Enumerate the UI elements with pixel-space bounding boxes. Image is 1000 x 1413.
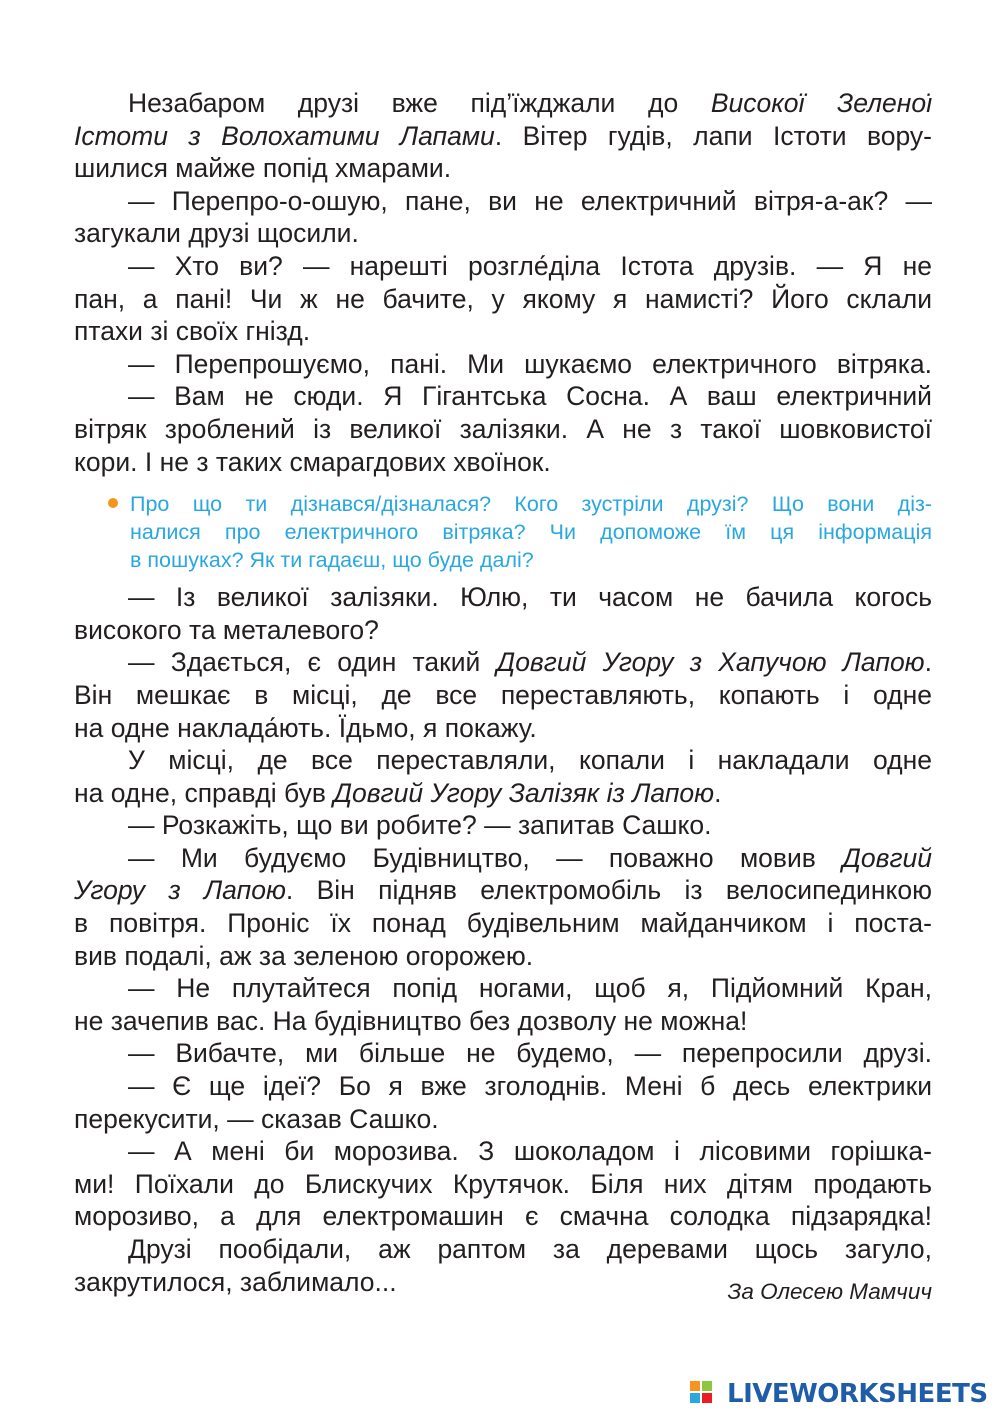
- italic-name: Довгий Угору з Хапучою Лапою: [496, 647, 925, 678]
- paragraph: [74, 185, 932, 250]
- text-line: — Хто ви? — нарешті розгле́діла Істота друзів. — Я не: [128, 250, 932, 281]
- text-line: — Перепрошуємо, пані. Ми шукаємо електричного вітряка.: [128, 348, 932, 379]
- text-line: на одне, справді був Довгий Угору Залізяк із Лапою.: [74, 777, 722, 808]
- paragraph: [74, 250, 932, 348]
- text-line: птахи зі своїх гнізд.: [74, 316, 311, 347]
- text-line: на одне наклада́ють. Їдьмо, я покажу.: [74, 712, 537, 743]
- paragraph: [74, 646, 932, 744]
- author-attribution: За Олесею Мамчич: [727, 1279, 932, 1304]
- text-line: ми! Поїхали до Блискучих Крутячок. Біля них дітям продають: [74, 1168, 932, 1199]
- text-line: морозиво, а для електромашин є смачна солодка підзарядка!: [74, 1201, 932, 1232]
- text-line: в повітря. Проніс їх понад будівельним майданчиком і поста-: [74, 908, 932, 939]
- paragraph: [74, 1070, 932, 1135]
- paragraph: [74, 1037, 932, 1070]
- paragraph: [74, 842, 932, 972]
- paragraph: [74, 581, 932, 646]
- italic-name: Угору з Лапою: [74, 875, 286, 906]
- text-line: — Розкажіть, що ви робите? — запитав Сашко.: [128, 810, 712, 841]
- text-line: — Вибачте, ми більше не будемо, — перепросили друзі.: [128, 1038, 932, 1069]
- paragraph: [74, 809, 932, 842]
- text-line: — Не плутайтеся попід ногами, щоб я, Підйомний Кран,: [128, 973, 932, 1004]
- text-line: пан, а пані! Чи ж не бачите, у якому я намисті? Його склали: [74, 283, 932, 314]
- liveworksheets-logo[interactable]: [690, 1380, 988, 1408]
- paragraph: [74, 972, 932, 1037]
- story-page: [74, 87, 932, 1298]
- text-line: перекусити, — сказав Сашко.: [74, 1103, 439, 1134]
- text-line: — А мені би морозива. З шоколадом і лісовими горішка-: [128, 1136, 932, 1167]
- italic-name: Високої Зеленої: [710, 88, 932, 118]
- text-line: — Вам не сюди. Я Гігантська Сосна. А ваш електричний: [128, 381, 932, 412]
- text-line: Угору з Лапою. Він підняв електромобіль із велосипединкою: [74, 875, 932, 906]
- text-line: — Перепро-о-ошую, пане, ви не електричний вітря-а-ак? —: [128, 185, 932, 216]
- liveworksheets-wordmark: LIVEWORKSHEETS: [727, 1379, 988, 1409]
- text-line: У місці, де все переставляли, копали і накладали одне: [128, 745, 932, 776]
- italic-name: Істоти з Волохатими Лапами: [74, 120, 495, 151]
- question-line: в пошуках? Як ти гадаєш, що буде далі?: [130, 548, 534, 573]
- text-line: кори. І не з таких смарагдових хвоїнок.: [74, 446, 551, 477]
- comprehension-question: [74, 490, 932, 574]
- text-line: не зачепив вас. На будівництво без дозволу не можна!: [74, 1005, 748, 1036]
- italic-name: Довгий: [842, 842, 932, 873]
- paragraph: [74, 348, 932, 381]
- liveworksheets-mark-icon: [690, 1381, 724, 1407]
- text-line: вив подалі, аж за зеленою огорожею.: [74, 940, 534, 971]
- text-line: високого та металевого?: [74, 614, 379, 645]
- text-line: — Ми будуємо Будівництво, — поважно мовив Довгий: [128, 842, 932, 873]
- text-line: вітряк зроблений із великої залізяки. А не з такої шовковистої: [74, 413, 932, 444]
- italic-name: Довгий Угору Залізяк із Лапою: [333, 777, 715, 808]
- text-line: Він мешкає в місці, де все переставляють, копають і одне: [74, 679, 932, 710]
- paragraph: [74, 1135, 932, 1233]
- text-line: — Здається, є один такий Довгий Угору з Хапучою Лапою.: [128, 647, 932, 678]
- text-line: закрутилося, заблимало...: [74, 1266, 397, 1297]
- paragraph: [74, 87, 932, 185]
- paragraph: [74, 380, 932, 478]
- text-line: Істоти з Волохатими Лапами. Вітер гудів, лапи Істоти вору-: [74, 120, 932, 151]
- bullet-dot-icon: [108, 498, 118, 508]
- question-line: Про що ти дізнався/дізналася? Кого зустріли друзі? Що вони діз-: [130, 492, 932, 517]
- question-line: налися про електричного вітряка? Чи допоможе їм ця інформація: [130, 520, 932, 545]
- text-line: — Є ще ідеї? Бо я вже зголоднів. Мені б десь електрики: [128, 1071, 932, 1102]
- text-line: шилися майже попід хмарами.: [74, 153, 452, 184]
- text-line: Незабаром друзі вже під’їжджали до Високої Зеленої: [128, 88, 932, 118]
- paragraph: [74, 744, 932, 809]
- text-line: загукали друзі щосили.: [74, 218, 359, 249]
- text-line: — Із великої залізяки. Юлю, ти часом не бачила когось: [128, 582, 932, 613]
- text-line: Друзі пообідали, аж раптом за деревами щось загуло,: [128, 1234, 932, 1264]
